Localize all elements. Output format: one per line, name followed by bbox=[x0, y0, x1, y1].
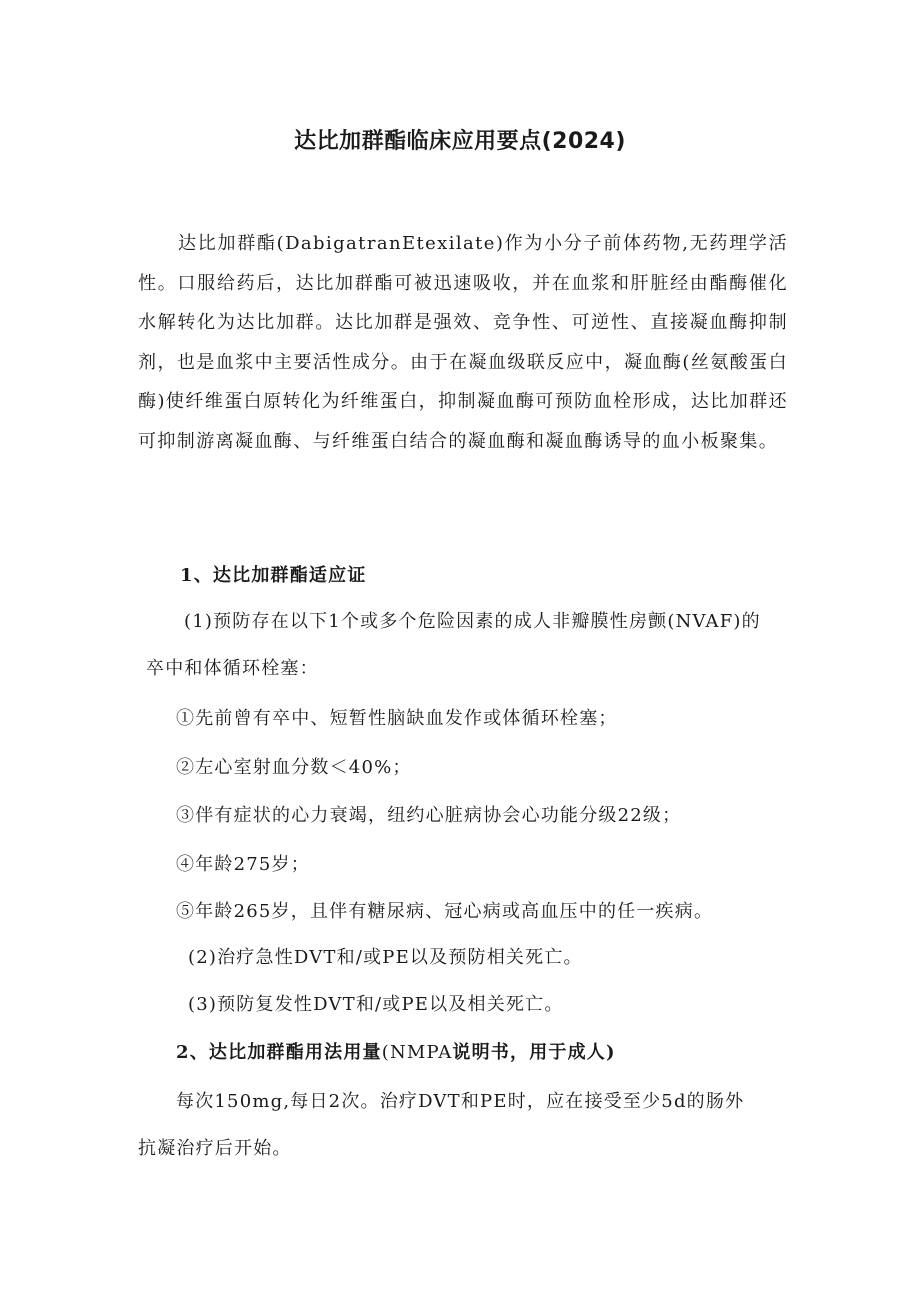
document-title: 达比加群酯临床应用要点(2024) bbox=[294, 129, 626, 154]
indication-2: (2)治疗急性DVT和/或PE以及预防相关死亡。 bbox=[188, 947, 583, 968]
risk-factor-5: ⑤年龄265岁，且伴有糖尿病、冠心病或高血压中的任一疾病。 bbox=[176, 901, 714, 922]
risk-factor-4: ④年龄275岁； bbox=[176, 854, 310, 875]
section2-heading-note: 说明书，用于成人) bbox=[452, 1042, 616, 1063]
section2-heading bbox=[176, 1039, 616, 1067]
section1-heading: 1、达比加群酯适应证 bbox=[180, 565, 367, 586]
dosage-line2: 抗凝治疗后开始。 bbox=[138, 1138, 292, 1159]
indication-3: (3)预防复发性DVT和/或PE以及相关死亡。 bbox=[188, 994, 564, 1015]
risk-factor-1: ①先前曾有卒中、短暂性脑缺血发作或体循环栓塞； bbox=[176, 708, 618, 729]
risk-factor-3: ③伴有症状的心力衰竭，纽约心脏病协会心功能分级22级； bbox=[176, 805, 682, 826]
indication-1-line1: (1)预防存在以下1个或多个危险因素的成人非瓣膜性房颤(NVAF)的 bbox=[184, 611, 761, 632]
intro-paragraph: 达比加群酯(DabigatranEtexilate)作为小分子前体药物,无药理学活性。口服给药后，达比加群酯可被迅速吸收，并在血浆和肝脏经由酯酶催化水解转化为达比加群。达比加群是强效、竞争性、可逆性、直接凝血酶抑制剂，也是血浆中主要活性成分。由于在凝血级联反应中，凝血酶(丝氨酸蛋白酶)使纤维蛋白原转化为纤维蛋白，抑制凝血酶可预防血栓形成，达比加群还可抑制游离凝血酶、与纤维蛋白结合的凝血酶和凝血酶诱导的血小板聚集。 bbox=[138, 233, 788, 452]
dosage-line1: 每次150mg,每日2次。治疗DVT和PE时，应在接受至少5d的肠外 bbox=[176, 1091, 745, 1112]
indication-1-line2: 卒中和体循环栓塞： bbox=[146, 658, 319, 679]
section2-heading-main: 2、达比加群酯用法用量 bbox=[176, 1042, 382, 1063]
section2-heading-source: (NMPA bbox=[381, 1042, 453, 1063]
risk-factor-2: ②左心室射血分数＜40%； bbox=[176, 757, 412, 778]
